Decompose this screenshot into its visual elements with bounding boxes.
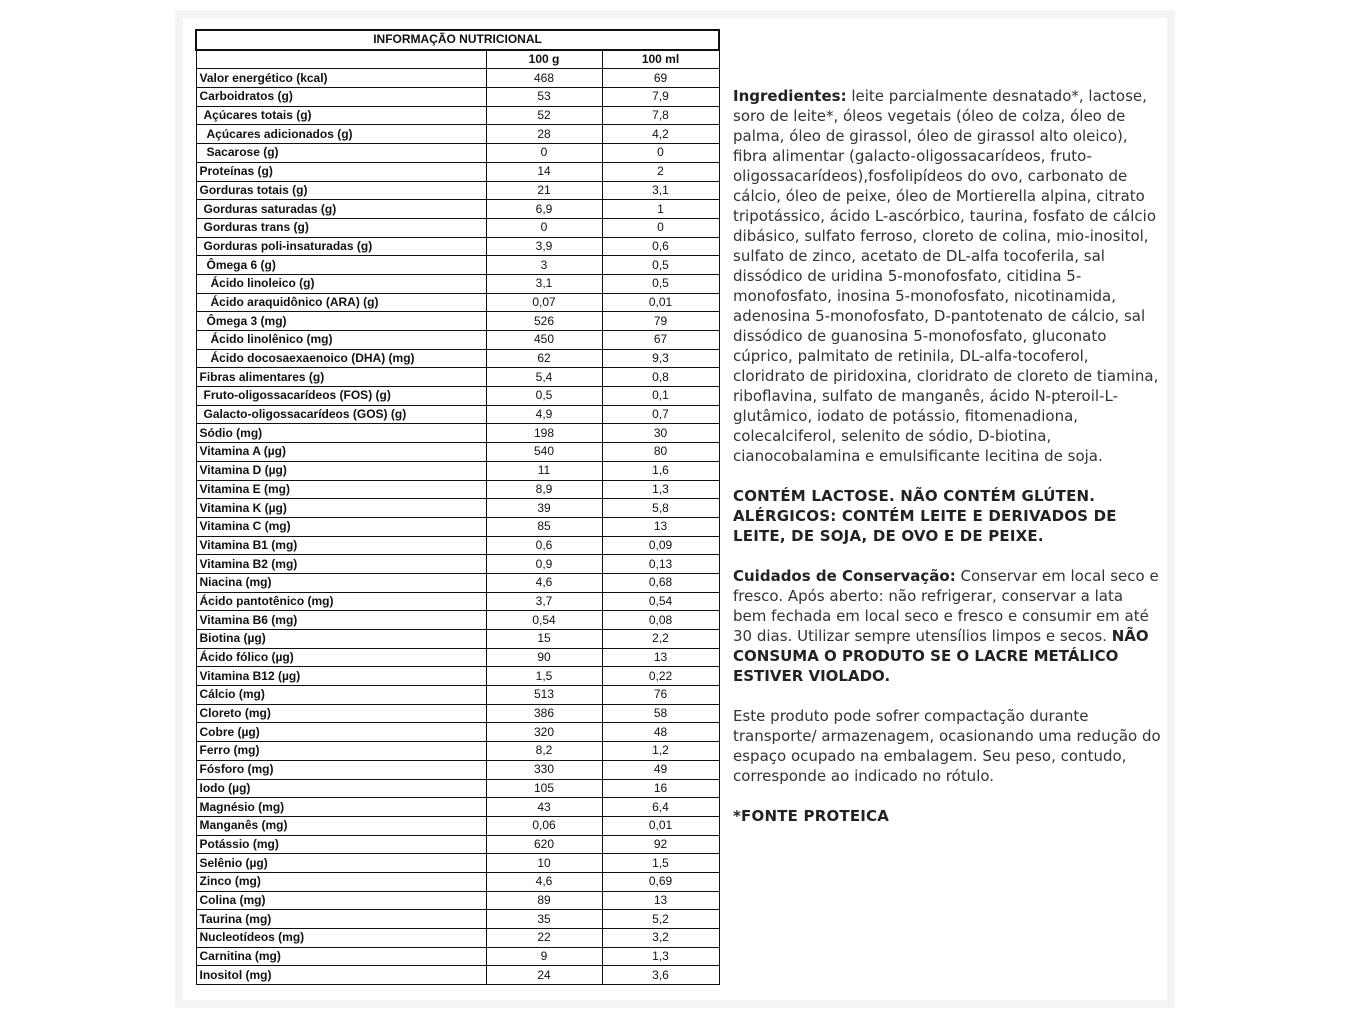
value-100g: 3 — [486, 256, 602, 275]
value-100g: 0,07 — [486, 293, 602, 312]
nutrient-label: Vitamina A (µg) — [196, 443, 486, 462]
value-100g: 39 — [486, 499, 602, 518]
value-100ml: 1,3 — [602, 480, 719, 499]
value-100ml: 0 — [602, 144, 719, 163]
value-100ml: 2 — [602, 162, 719, 181]
table-row — [196, 816, 719, 835]
value-100g: 14 — [486, 162, 602, 181]
nutrient-label: Potássio (mg) — [196, 835, 486, 854]
value-100g: 89 — [486, 891, 602, 910]
nutrient-label: Sacarose (g) — [196, 144, 486, 163]
nutrition-table — [195, 29, 720, 985]
value-100g: 11 — [486, 461, 602, 480]
value-100g: 10 — [486, 854, 602, 873]
value-100g: 21 — [486, 181, 602, 200]
value-100ml: 0,1 — [602, 387, 719, 406]
nutrient-label: Carboidratos (g) — [196, 88, 486, 107]
value-100ml: 13 — [602, 517, 719, 536]
value-100ml: 0,5 — [602, 256, 719, 275]
value-100g: 24 — [486, 966, 602, 985]
value-100g: 43 — [486, 798, 602, 817]
table-row — [196, 929, 719, 948]
nutrient-label: Cloreto (mg) — [196, 704, 486, 723]
value-100ml: 9,3 — [602, 349, 719, 368]
value-100g: 468 — [486, 69, 602, 88]
value-100ml: 1,5 — [602, 854, 719, 873]
value-100ml: 6,4 — [602, 798, 719, 817]
value-100ml: 2,2 — [602, 630, 719, 649]
value-100g: 53 — [486, 88, 602, 107]
nutrient-label: Vitamina K (µg) — [196, 499, 486, 518]
value-100ml: 76 — [602, 686, 719, 705]
nutrient-label: Iodo (µg) — [196, 779, 486, 798]
nutrient-label: Selênio (µg) — [196, 854, 486, 873]
table-row — [196, 667, 719, 686]
value-100g: 3,7 — [486, 592, 602, 611]
value-100g: 35 — [486, 910, 602, 929]
nutrient-label: Vitamina E (mg) — [196, 480, 486, 499]
value-100g: 4,6 — [486, 872, 602, 891]
value-100ml: 0,54 — [602, 592, 719, 611]
nutrient-label: Cálcio (mg) — [196, 686, 486, 705]
nutrient-label: Manganês (mg) — [196, 816, 486, 835]
table-row — [196, 461, 719, 480]
value-100ml: 79 — [602, 312, 719, 331]
value-100g: 0,9 — [486, 555, 602, 574]
nutrient-label: Biotina (µg) — [196, 630, 486, 649]
header-blank-cell — [196, 50, 486, 69]
table-row — [196, 106, 719, 125]
nutrient-label: Vitamina C (mg) — [196, 517, 486, 536]
table-row — [196, 947, 719, 966]
nutrient-label: Cobre (µg) — [196, 723, 486, 742]
nutrition-table-title: INFORMAÇÃO NUTRICIONAL — [196, 30, 719, 50]
nutrient-label: Vitamina B1 (mg) — [196, 536, 486, 555]
value-100ml: 7,8 — [602, 106, 719, 125]
table-row — [196, 162, 719, 181]
table-row — [196, 517, 719, 536]
value-100ml: 0,08 — [602, 611, 719, 630]
table-row — [196, 331, 719, 350]
table-row — [196, 630, 719, 649]
value-100g: 450 — [486, 331, 602, 350]
value-100g: 52 — [486, 106, 602, 125]
nutrient-label: Ácido docosaexaenoico (DHA) (mg) — [196, 349, 486, 368]
value-100ml: 0,8 — [602, 368, 719, 387]
nutrient-label: Taurina (mg) — [196, 910, 486, 929]
table-row — [196, 891, 719, 910]
value-100g: 198 — [486, 424, 602, 443]
table-row — [196, 200, 719, 219]
value-100ml: 92 — [602, 835, 719, 854]
table-row — [196, 424, 719, 443]
nutrient-label: Vitamina D (µg) — [196, 461, 486, 480]
nutrient-label: Gorduras totais (g) — [196, 181, 486, 200]
nutrient-label: Nucleotídeos (mg) — [196, 929, 486, 948]
table-row — [196, 69, 719, 88]
table-row — [196, 648, 719, 667]
side-text — [733, 86, 1161, 846]
value-100ml: 80 — [602, 443, 719, 462]
value-100ml: 69 — [602, 69, 719, 88]
nutrient-label: Ácido linolênico (mg) — [196, 331, 486, 350]
table-row — [196, 274, 719, 293]
table-row — [196, 181, 719, 200]
value-100ml: 48 — [602, 723, 719, 742]
value-100g: 0,06 — [486, 816, 602, 835]
table-row — [196, 760, 719, 779]
nutrient-label: Colina (mg) — [196, 891, 486, 910]
value-100ml: 5,2 — [602, 910, 719, 929]
value-100g: 28 — [486, 125, 602, 144]
nutrient-label: Sódio (mg) — [196, 424, 486, 443]
value-100g: 1,5 — [486, 667, 602, 686]
nutrient-label: Ômega 6 (g) — [196, 256, 486, 275]
table-row — [196, 293, 719, 312]
value-100g: 62 — [486, 349, 602, 368]
table-row — [196, 779, 719, 798]
value-100g: 0,5 — [486, 387, 602, 406]
value-100g: 513 — [486, 686, 602, 705]
nutrient-label: Ácido pantotênico (mg) — [196, 592, 486, 611]
value-100ml: 3,6 — [602, 966, 719, 985]
value-100g: 90 — [486, 648, 602, 667]
value-100ml: 0,68 — [602, 573, 719, 592]
table-row — [196, 368, 719, 387]
value-100g: 105 — [486, 779, 602, 798]
value-100ml: 0,7 — [602, 405, 719, 424]
value-100ml: 13 — [602, 648, 719, 667]
value-100ml: 0 — [602, 218, 719, 237]
value-100ml: 0,01 — [602, 816, 719, 835]
value-100ml: 30 — [602, 424, 719, 443]
table-row — [196, 798, 719, 817]
value-100g: 85 — [486, 517, 602, 536]
nutrient-label: Inositol (mg) — [196, 966, 486, 985]
nutrient-label: Carnitina (mg) — [196, 947, 486, 966]
value-100ml: 13 — [602, 891, 719, 910]
header-100g: 100 g — [486, 50, 602, 69]
allergens-warning: CONTÉM LACTOSE. NÃO CONTÉM GLÚTEN. ALÉRGICOS: CONTÉM LEITE E DERIVADOS DE LEITE, DE SOJA, DE OVO E DE PEIXE. — [733, 487, 1117, 545]
value-100ml: 4,2 — [602, 125, 719, 144]
value-100ml: 5,8 — [602, 499, 719, 518]
value-100ml: 1 — [602, 200, 719, 219]
value-100g: 0 — [486, 218, 602, 237]
ingredients-text: leite parcialmente desnatado*, lactose, soro de leite*, óleos vegetais (óleo de colza, óleo de palma, óleo de girassol, óleo de girassol alto oleico), fibra alimentar (galacto-oligossacarídeos, fruto-oligossacarídeos),fosfolipídeos do ovo, carbonato de cálcio, óleo de peixe, óleo de Mortierella alpina, citrato tripotássico, ácido L-ascórbico, taurina, fosfato de cálcio dibásico, sulfato ferroso, cloreto de colina, mio-inositol, sulfato de zinco, acetato de DL-alfa tocoferila, sal dissódico de uridina 5-monofosfato, citidina 5-monofosfato, inosina 5-monofosfato, nicotinamida, adenosina 5-monofosfato, D-pantotenato de cálcio, sal dissódico de guanosina 5-monofosfato, gluconato cúprico, palmitato de retinila, DL-alfa-tocoferol, cloridrato de piridoxina, cloridrato de cloreto de tiamina, riboflavina, sulfato de manganês, ácido N-pteroil-L-glutâmico, iodato de potássio, fitomenadiona, colecalciferol, selenito de sódio, D-biotina, cianocobalamina e emulsificante lecitina de soja. — [733, 87, 1159, 465]
nutrient-label: Ácido linoleico (g) — [196, 274, 486, 293]
value-100g: 22 — [486, 929, 602, 948]
table-row — [196, 592, 719, 611]
value-100g: 15 — [486, 630, 602, 649]
value-100g: 4,6 — [486, 573, 602, 592]
value-100ml: 0,09 — [602, 536, 719, 555]
nutrient-label: Vitamina B12 (µg) — [196, 667, 486, 686]
care-paragraph — [733, 566, 1161, 686]
value-100ml: 1,6 — [602, 461, 719, 480]
nutrient-label: Ômega 3 (mg) — [196, 312, 486, 331]
ingredients-label: Ingredientes: — [733, 87, 847, 105]
table-row — [196, 443, 719, 462]
value-100g: 3,1 — [486, 274, 602, 293]
protein-footnote: *FONTE PROTEICA — [733, 807, 890, 825]
table-row — [196, 387, 719, 406]
header-100ml: 100 ml — [602, 50, 719, 69]
nutrient-label: Fruto-oligossacarídeos (FOS) (g) — [196, 387, 486, 406]
ingredients-paragraph — [733, 86, 1161, 466]
value-100ml: 3,2 — [602, 929, 719, 948]
value-100ml: 1,2 — [602, 742, 719, 761]
value-100ml: 1,3 — [602, 947, 719, 966]
care-warning: NÃO CONSUMA O PRODUTO SE O LACRE METÁLICO ESTIVER VIOLADO. — [733, 627, 1149, 685]
table-row — [196, 872, 719, 891]
nutrient-label: Gorduras poli-insaturadas (g) — [196, 237, 486, 256]
table-row — [196, 573, 719, 592]
table-row — [196, 499, 719, 518]
table-row — [196, 480, 719, 499]
value-100g: 4,9 — [486, 405, 602, 424]
table-row — [196, 349, 719, 368]
value-100g: 526 — [486, 312, 602, 331]
value-100ml: 49 — [602, 760, 719, 779]
nutrient-label: Proteínas (g) — [196, 162, 486, 181]
table-row — [196, 704, 719, 723]
value-100ml: 0,01 — [602, 293, 719, 312]
table-row — [196, 405, 719, 424]
nutrient-label: Ácido araquidônico (ARA) (g) — [196, 293, 486, 312]
value-100g: 540 — [486, 443, 602, 462]
value-100g: 3,9 — [486, 237, 602, 256]
value-100g: 8,2 — [486, 742, 602, 761]
nutrient-label: Magnésio (mg) — [196, 798, 486, 817]
value-100g: 0,54 — [486, 611, 602, 630]
value-100g: 9 — [486, 947, 602, 966]
compaction-note: Este produto pode sofrer compactação durante transporte/ armazenagem, ocasionando uma redução do espaço ocupado na embalagem. Seu peso, contudo, corresponde ao indicado no rótulo. — [733, 707, 1161, 785]
nutrient-label: Vitamina B2 (mg) — [196, 555, 486, 574]
nutrient-label: Valor energético (kcal) — [196, 69, 486, 88]
value-100g: 386 — [486, 704, 602, 723]
nutrient-label: Vitamina B6 (mg) — [196, 611, 486, 630]
value-100g: 8,9 — [486, 480, 602, 499]
table-row — [196, 686, 719, 705]
nutrient-label: Zinco (mg) — [196, 872, 486, 891]
value-100ml: 0,22 — [602, 667, 719, 686]
nutrient-label: Niacina (mg) — [196, 573, 486, 592]
table-row — [196, 536, 719, 555]
table-row — [196, 218, 719, 237]
table-row — [196, 835, 719, 854]
value-100g: 320 — [486, 723, 602, 742]
nutrient-label: Açúcares adicionados (g) — [196, 125, 486, 144]
table-row — [196, 125, 719, 144]
value-100ml: 3,1 — [602, 181, 719, 200]
care-text: Conservar em local seco e fresco. Após aberto: não refrigerar, conservar a lata bem fechada em local seco e fresco e consumir em até 30 dias. Utilizar sempre utensílios limpos e secos. — [733, 567, 1159, 645]
value-100ml: 16 — [602, 779, 719, 798]
value-100ml: 0,5 — [602, 274, 719, 293]
table-row — [196, 256, 719, 275]
table-row — [196, 910, 719, 929]
table-row — [196, 966, 719, 985]
nutrient-label: Ácido fólico (µg) — [196, 648, 486, 667]
table-row — [196, 555, 719, 574]
nutrient-label: Açúcares totais (g) — [196, 106, 486, 125]
table-row — [196, 312, 719, 331]
table-row — [196, 854, 719, 873]
value-100ml: 58 — [602, 704, 719, 723]
table-row — [196, 237, 719, 256]
value-100ml: 7,9 — [602, 88, 719, 107]
value-100ml: 67 — [602, 331, 719, 350]
nutrient-label: Gorduras saturadas (g) — [196, 200, 486, 219]
care-label: Cuidados de Conservação: — [733, 567, 956, 585]
value-100ml: 0,6 — [602, 237, 719, 256]
nutrient-label: Fósforo (mg) — [196, 760, 486, 779]
table-row — [196, 723, 719, 742]
value-100ml: 0,13 — [602, 555, 719, 574]
value-100g: 0 — [486, 144, 602, 163]
nutrient-label: Gorduras trans (g) — [196, 218, 486, 237]
table-row — [196, 88, 719, 107]
value-100g: 330 — [486, 760, 602, 779]
value-100g: 0,6 — [486, 536, 602, 555]
nutrition-table-body — [196, 69, 719, 985]
nutrient-label: Galacto-oligossacarídeos (GOS) (g) — [196, 405, 486, 424]
nutrient-label: Fibras alimentares (g) — [196, 368, 486, 387]
value-100g: 5,4 — [486, 368, 602, 387]
table-row — [196, 611, 719, 630]
table-row — [196, 742, 719, 761]
value-100g: 6,9 — [486, 200, 602, 219]
value-100ml: 0,69 — [602, 872, 719, 891]
table-row — [196, 144, 719, 163]
value-100g: 620 — [486, 835, 602, 854]
nutrient-label: Ferro (mg) — [196, 742, 486, 761]
